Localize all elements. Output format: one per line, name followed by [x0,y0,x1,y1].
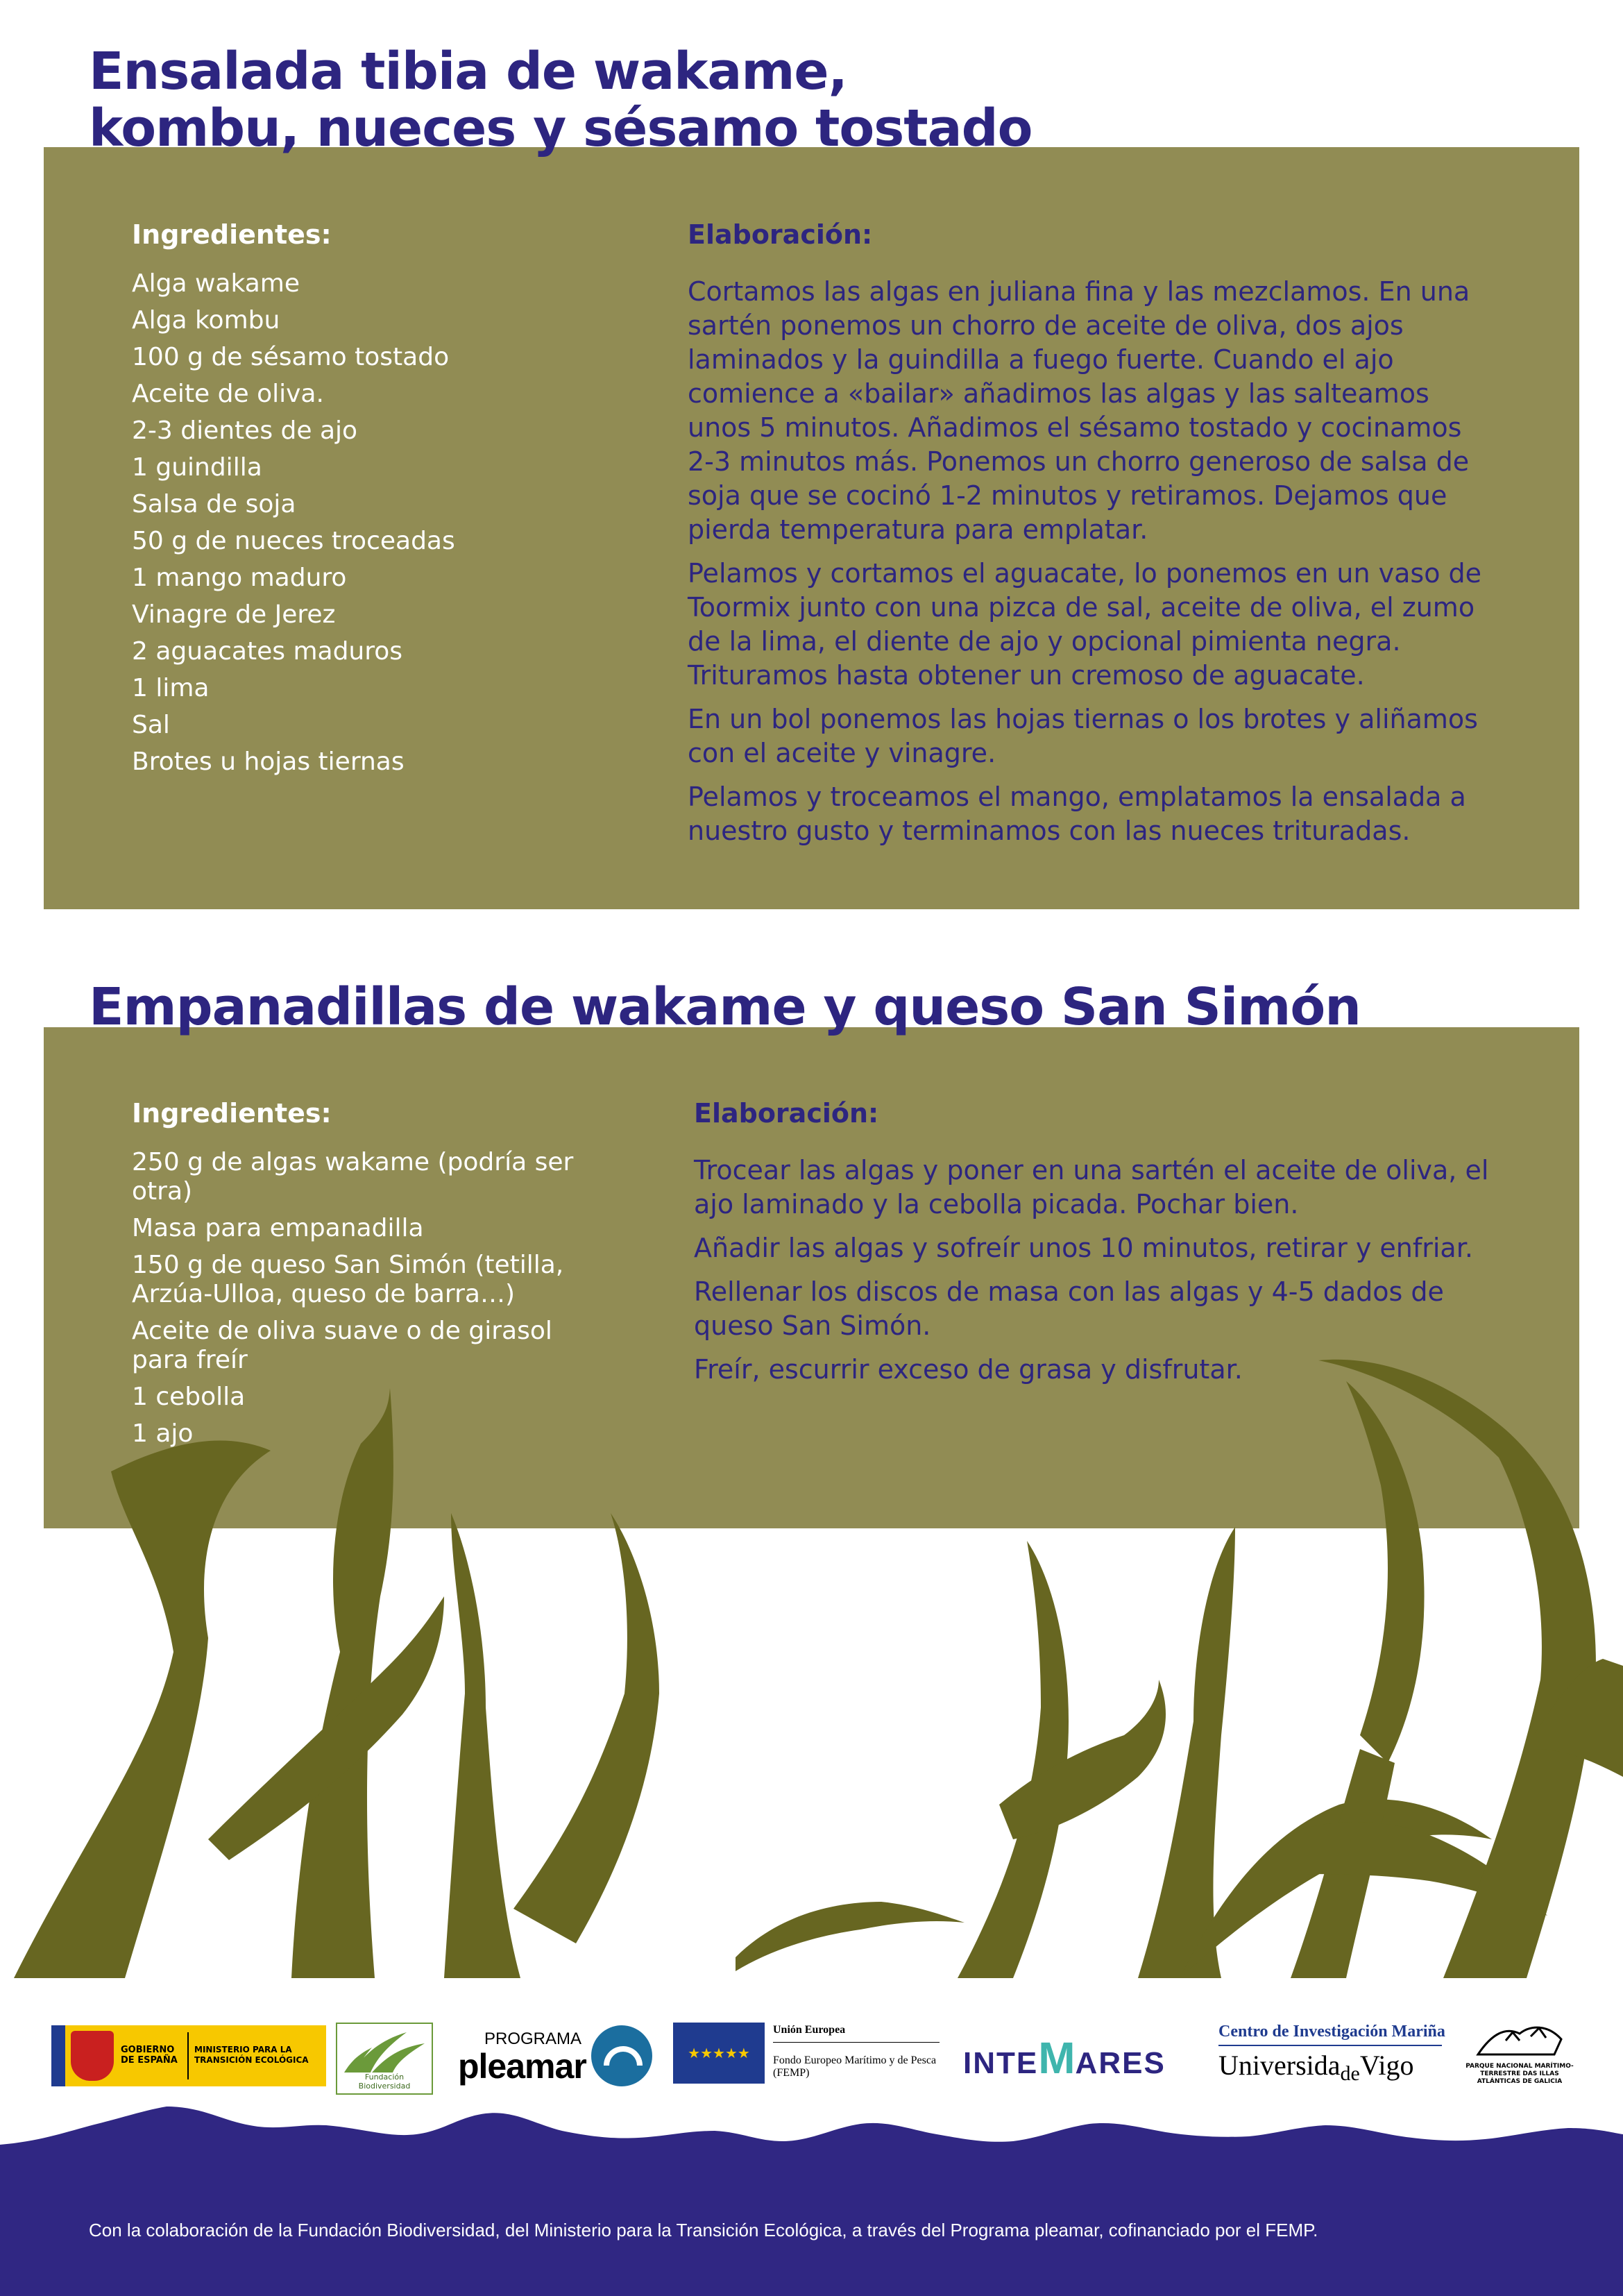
recipe2-title-text: Empanadillas de wakame y queso San Simón [89,977,1361,1037]
list-item: 1 cebolla [132,1383,246,1411]
fundacion-biodiversidad-logo [336,2023,433,2095]
list-item: Aceite de oliva suave o de girasol para freír [132,1317,552,1374]
recipe2-ingredients-list [132,1148,590,1449]
recipe1-ingredients-list [132,269,631,777]
recipe1-step: Cortamos las algas en juliana fina y las mezclamos. En una sartén ponemos un chorro de aceite de oliva, dos ajos laminados y la guindilla a fuego fuerte. Cuando el ajo comience a «bailar» añadimos las algas y las salteamos unos 5 minutos. Añadimos el sésamo tostado y cocinamos 2-3 minutos más. Ponemos un chorro generoso de salsa de soja que se cocinó 1-2 minutos y retiramos. Dejamos que pierda temperatura para emplatar. [688,276,1470,545]
list-item: 250 g de algas wakame (podría ser otra) [132,1148,574,1206]
recipe1-title-line2: kombu, nueces y sésamo tostado [89,99,1033,158]
ministerio-text: MINISTERIO PARA LA TRANSICIÓN ECOLÓGICA [194,2045,309,2065]
intemares-text-b: M [1038,2033,1076,2083]
list-item: Aceite de oliva. [132,380,324,408]
recipe2-step: Freír, escurrir exceso de grasa y disfrutar. [694,1354,1243,1385]
list-item: 1 ajo [132,1419,194,1448]
list-item: Alga kombu [132,306,280,335]
list-item: 1 lima [132,674,210,702]
uvigo-text [1218,2049,1413,2086]
fundacion-text: Fundación Biodiversidad [358,2073,411,2091]
universidade-vigo-logo [1218,2023,1447,2092]
footer-credit-text: Con la colaboración de la Fundación Biodiversidad, del Ministerio para la Transición Ecológica, a través del Programa pleamar, cofinanciado por el FEMP. [89,2220,1318,2240]
union-europea-logo [673,2023,951,2089]
list-item: 50 g de nueces troceadas [132,527,455,555]
ue-title-text: Unión Europea [773,2024,846,2036]
uvigo-text-b: de [1340,2062,1360,2085]
uvigo-text-a: Universida [1218,2050,1341,2081]
recipe1-title [89,43,1032,157]
intemares-text-a: INTE [963,2046,1039,2080]
list-item: 1 guindilla [132,453,262,482]
recipe2-elaboration [694,1098,1492,1396]
recipe1-elaboration [688,219,1486,858]
recipe2-ingredients-heading: Ingredientes: [132,1098,332,1129]
eu-stars-icon: ★★★★★ [673,2023,765,2084]
list-item: 150 g de queso San Simón (tetilla, Arzúa-Ulloa, queso de barra…) [132,1251,564,1308]
recipe2-title [89,979,1361,1036]
ue-divider [773,2042,940,2043]
wave-icon [591,2025,652,2086]
list-item: 1 mango maduro [132,564,347,592]
recipe2-step: Trocear las algas y poner en una sartén el aceite de oliva, el ajo laminado y la cebolla picada. Pochar bien. [694,1155,1489,1219]
cim-underline [1218,2045,1442,2046]
recipe1-step: Pelamos y cortamos el aguacate, lo ponemos en un vaso de Toormix junto con una pizca de sal, aceite de oliva, el zumo de la lima, el diente de ajo y opcional pimienta negra. Trituramos hasta obtener un cremoso de aguacate. [688,558,1482,691]
recipe2-ingredients [132,1098,590,1456]
ue-fund-text: Fondo Europeo Marítimo y de Pesca (FEMP) [773,2054,937,2079]
list-item: 2 aguacates maduros [132,637,403,666]
intemares-text-c: ARES [1075,2046,1166,2080]
recipe1-ingredients-heading: Ingredientes: [132,219,332,250]
cim-text: Centro de Investigación Mariña [1218,2023,1445,2041]
list-item: Alga wakame [132,269,300,298]
list-item: Sal [132,711,170,739]
list-item: 100 g de sésamo tostado [132,343,450,371]
coat-of-arms-icon [71,2031,114,2081]
recipe1-elaboration-heading: Elaboración: [688,219,873,250]
programa-text: PROGRAMA [484,2029,582,2048]
list-item: Vinagre de Jerez [132,600,336,629]
pleamar-text: pleamar [458,2047,586,2086]
grass-icon [337,2027,432,2075]
list-item: Brotes u hojas tiernas [132,748,405,776]
gobierno-logo [51,2025,326,2086]
intemares-logo [963,2032,1199,2081]
parque-emblem-icon [1464,2020,1575,2061]
recipe1-step: En un bol ponemos las hojas tiernas o los brotes y aliñamos con el aceite y vinagre. [688,704,1478,768]
list-item: 2-3 dientes de ajo [132,416,358,445]
eu-flag-icon [51,2025,65,2086]
logo-divider [187,2032,189,2079]
recipe2-step: Rellenar los discos de masa con las algas y 4-5 dados de queso San Simón. [694,1276,1444,1341]
uvigo-text-c: Vigo [1359,2050,1414,2081]
pleamar-logo [458,2025,652,2092]
gobierno-text: GOBIERNO DE ESPAÑA [121,2045,178,2066]
recipe2-elaboration-heading: Elaboración: [694,1098,879,1129]
list-item: Masa para empanadilla [132,1214,424,1242]
recipe2-step: Añadir las algas y sofreír unos 10 minutos, retirar y enfriar. [694,1233,1473,1263]
recipe1-step: Pelamos y troceamos el mango, emplatamos la ensalada a nuestro gusto y terminamos con las nueces trituradas. [688,782,1466,846]
list-item: Salsa de soja [132,490,296,518]
recipe1-ingredients [132,219,631,784]
sponsor-logos [0,2006,1623,2110]
parque-text: PARQUE NACIONAL MARÍTIMO-TERRESTRE DAS ILLAS ATLÁNTICAS DE GALICIA [1465,2063,1574,2085]
parque-nacional-logo [1464,2020,1575,2096]
recipe1-title-line1: Ensalada tibia de wakame, [89,42,847,101]
